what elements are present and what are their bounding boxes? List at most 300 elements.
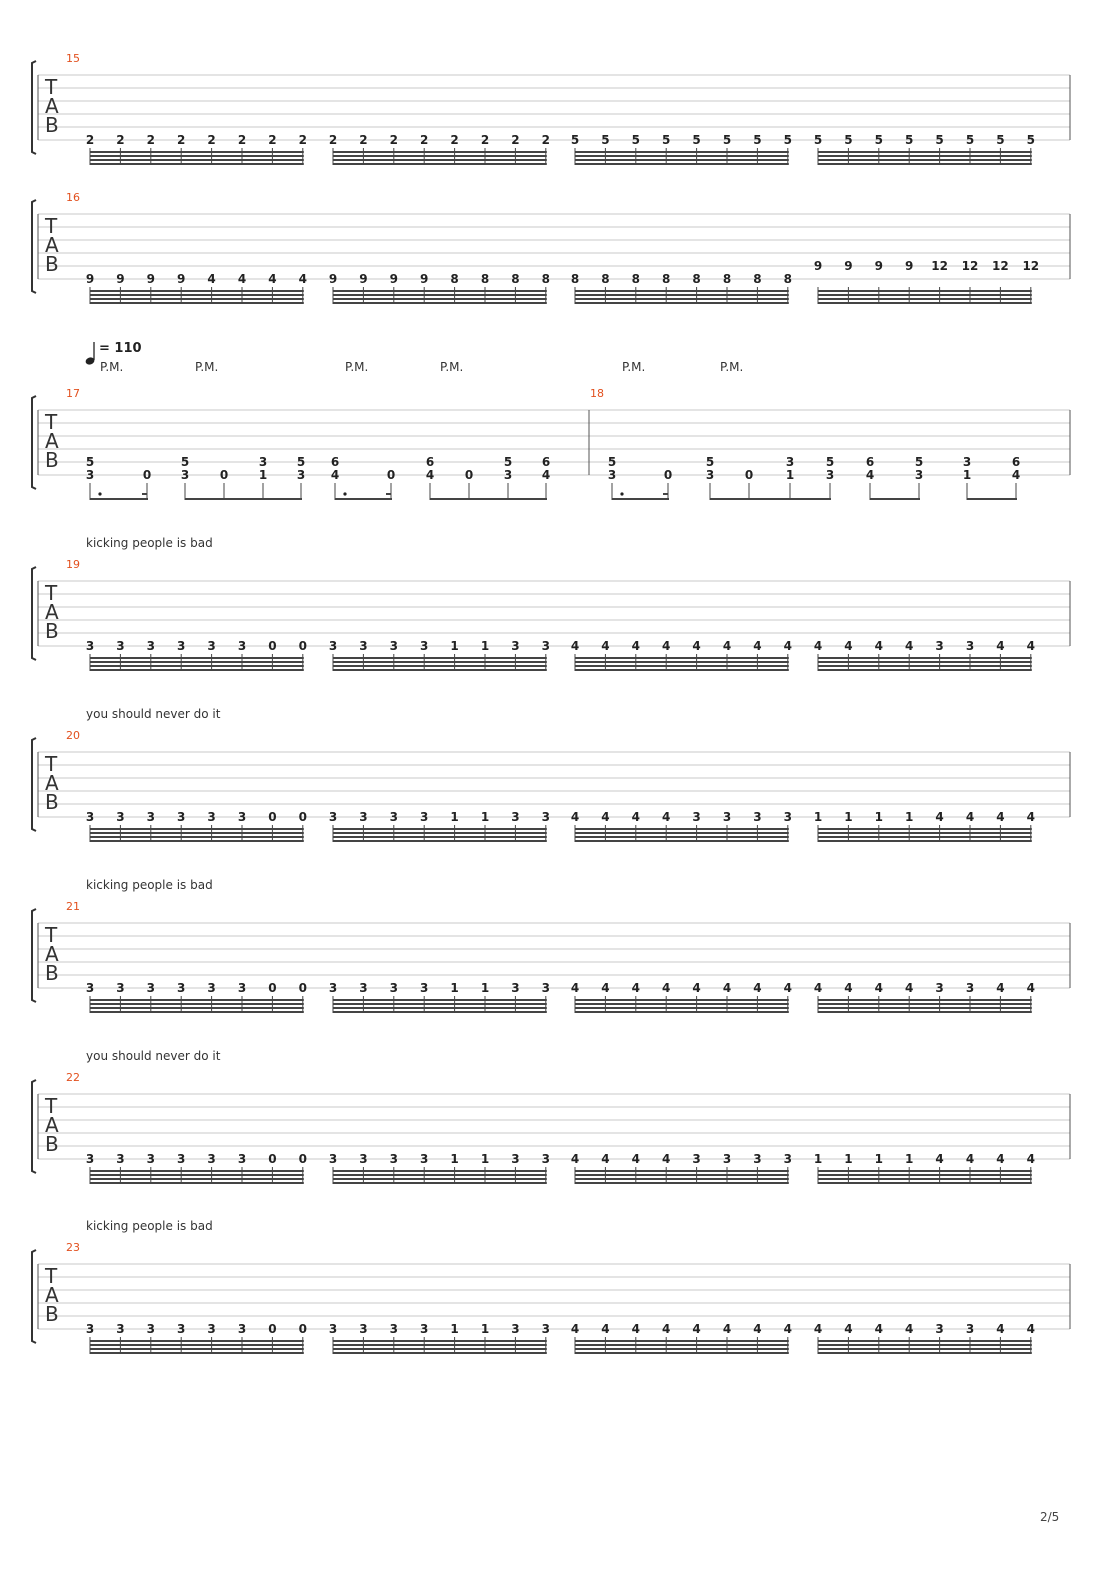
fret-number: 3 [722, 1152, 732, 1166]
tab-clef-letter: B [45, 790, 59, 814]
fret-number: 3 [962, 455, 972, 469]
fret-number: 3 [389, 810, 398, 824]
fret-number: 8 [753, 272, 762, 286]
fret-number: 0 [663, 468, 673, 482]
fret-number: 2 [541, 133, 550, 147]
beam [90, 1352, 304, 1354]
fret-number: 3 [296, 468, 306, 482]
tab-system [32, 341, 1070, 500]
fret-number: 4 [753, 639, 762, 653]
fret-number: 3 [935, 639, 944, 653]
lyric-line: kicking people is bad [86, 536, 213, 550]
fret-number: 3 [935, 981, 944, 995]
tab-clef-letter: A [45, 429, 59, 453]
fret-number: 3 [705, 468, 715, 482]
beam [90, 669, 304, 671]
beam [575, 1011, 789, 1013]
beam [90, 294, 304, 296]
fret-number: 4 [692, 1322, 701, 1336]
beam [575, 836, 789, 838]
fret-number: 9 [874, 259, 883, 273]
beam [90, 1174, 304, 1176]
fret-number: 1 [874, 1152, 883, 1166]
tab-clef-letter: A [45, 94, 59, 118]
beam [333, 665, 547, 667]
fret-number: 4 [541, 468, 551, 482]
fret-number: 3 [511, 981, 520, 995]
fret-number: 1 [480, 810, 490, 824]
tab-clef-letter: T [45, 1094, 58, 1118]
fret-number: 3 [420, 981, 429, 995]
fret-number: 4 [692, 981, 701, 995]
beam [575, 151, 789, 153]
fret-number: 3 [146, 981, 155, 995]
beam [333, 1340, 547, 1342]
measure-number: 16 [66, 191, 80, 204]
fret-number: 3 [935, 1322, 944, 1336]
fret-number: 4 [662, 1152, 671, 1166]
fret-number: 3 [177, 1322, 186, 1336]
tab-system [32, 191, 1070, 304]
beam [90, 1182, 304, 1184]
tab-clef-letter: B [45, 252, 59, 276]
fret-number: 4 [570, 1322, 580, 1336]
beam [333, 290, 547, 292]
system-bracket [32, 1250, 36, 1343]
fret-number: 4 [905, 1322, 914, 1336]
fret-number: 4 [662, 1322, 671, 1336]
tab-clef-letter: T [45, 1264, 58, 1288]
fret-number: 4 [207, 272, 216, 286]
fret-number: 4 [996, 981, 1005, 995]
beam [575, 1174, 789, 1176]
system-bracket [32, 1080, 36, 1173]
fret-number: 3 [85, 639, 95, 653]
fret-number: 12 [1022, 259, 1040, 273]
beam [818, 828, 1032, 830]
fret-number: 3 [116, 981, 125, 995]
beam [333, 1003, 547, 1005]
fret-number: 0 [298, 981, 307, 995]
fret-number: 4 [874, 639, 883, 653]
fret-number: 8 [692, 272, 701, 286]
beam [333, 828, 547, 830]
tab-clef-letter: B [45, 1302, 59, 1326]
fret-number: 3 [237, 810, 247, 824]
beam [575, 1170, 789, 1172]
lyric-line: you should never do it [86, 1049, 221, 1063]
fret-number: 8 [783, 272, 792, 286]
beam [333, 1348, 547, 1350]
fret-number: 3 [420, 810, 429, 824]
fret-number: 3 [116, 810, 125, 824]
fret-number: 4 [935, 810, 944, 824]
fret-number: 2 [207, 133, 216, 147]
tab-clef-letter: A [45, 600, 59, 624]
fret-number: 4 [905, 639, 914, 653]
palm-mute-label: P.M. [440, 360, 464, 374]
fret-number: 8 [631, 272, 640, 286]
fret-number: 5 [662, 133, 671, 147]
fret-number: 4 [631, 1322, 640, 1336]
fret-number: 1 [450, 1322, 459, 1336]
fret-number: 8 [722, 272, 732, 286]
fret-number: 3 [328, 1152, 338, 1166]
beam [575, 840, 789, 842]
fret-number: 12 [961, 259, 979, 273]
beam [575, 302, 789, 304]
fret-number: 4 [813, 639, 823, 653]
fret-number: 2 [480, 133, 490, 147]
fret-number: 4 [570, 981, 580, 995]
fret-number: 3 [965, 981, 975, 995]
fret-number: 3 [753, 1152, 762, 1166]
palm-mute-label: P.M. [100, 360, 124, 374]
fret-number: 5 [180, 455, 190, 469]
fret-number: 5 [874, 133, 883, 147]
fret-number: 2 [511, 133, 520, 147]
beam [333, 840, 547, 842]
beam [575, 1182, 789, 1184]
system-bracket [32, 909, 36, 1002]
beam [333, 832, 547, 834]
beam [333, 1011, 547, 1013]
fret-number: 3 [85, 468, 95, 482]
fret-number: 3 [146, 1322, 155, 1336]
beam [575, 159, 789, 161]
fret-number: 4 [631, 981, 640, 995]
fret-number: 1 [480, 1322, 490, 1336]
fret-number: 2 [359, 133, 368, 147]
beam [333, 661, 547, 663]
beam [90, 163, 304, 165]
fret-number: 12 [992, 259, 1009, 273]
tab-clef-letter: T [45, 923, 58, 947]
beam [90, 1344, 304, 1346]
palm-mute-label: P.M. [345, 360, 369, 374]
beam [90, 828, 304, 830]
beam-stub [142, 493, 147, 495]
fret-number: 1 [258, 468, 268, 482]
tab-clef-letter: A [45, 1113, 59, 1137]
fret-number: 4 [844, 639, 853, 653]
beam [333, 1170, 547, 1172]
beam [575, 661, 789, 663]
fret-number: 4 [662, 981, 671, 995]
fret-number: 4 [935, 1152, 944, 1166]
fret-number: 0 [268, 810, 277, 824]
fret-number: 3 [207, 1322, 216, 1336]
fret-number: 4 [601, 1152, 610, 1166]
fret-number: 0 [298, 1152, 307, 1166]
beam [90, 840, 304, 842]
fret-number: 3 [258, 455, 268, 469]
fret-number: 3 [753, 810, 762, 824]
tab-clef-letter: B [45, 1132, 59, 1156]
beam [575, 669, 789, 671]
fret-number: 5 [935, 133, 944, 147]
beam [333, 302, 547, 304]
fret-number: 2 [237, 133, 247, 147]
beam [333, 294, 547, 296]
fret-number: 3 [389, 1322, 398, 1336]
beam [818, 155, 1032, 157]
tab-system [32, 1049, 1070, 1184]
fret-number: 0 [298, 639, 307, 653]
tab-clef-letter: T [45, 410, 58, 434]
measure-number: 23 [66, 1241, 80, 1254]
palm-mute-label: P.M. [720, 360, 744, 374]
fret-number: 4 [631, 810, 640, 824]
beam [967, 498, 1017, 500]
fret-number: 5 [601, 133, 610, 147]
fret-number: 3 [180, 468, 190, 482]
fret-number: 6 [541, 455, 551, 469]
fret-number: 4 [601, 981, 610, 995]
fret-number: 4 [631, 639, 640, 653]
tab-clef-letter: A [45, 942, 59, 966]
fret-number: 1 [905, 1152, 914, 1166]
fret-number: 3 [359, 639, 368, 653]
beam [818, 163, 1032, 165]
beam [575, 1348, 789, 1350]
fret-number: 4 [570, 810, 580, 824]
fret-number: 3 [965, 1322, 975, 1336]
fret-number: 4 [425, 468, 435, 482]
fret-number: 3 [541, 981, 550, 995]
fret-number: 3 [692, 1152, 701, 1166]
system-bracket [32, 61, 36, 154]
beam [90, 661, 304, 663]
fret-number: 4 [662, 810, 671, 824]
tab-clef-letter: B [45, 448, 59, 472]
measure-number: 15 [66, 52, 80, 65]
beam [818, 832, 1032, 834]
fret-number: 9 [844, 259, 853, 273]
beam [818, 836, 1032, 838]
beam [818, 1182, 1032, 1184]
fret-number: 4 [722, 981, 732, 995]
fret-number: 3 [116, 1322, 125, 1336]
beam [575, 1340, 789, 1342]
beam [575, 290, 789, 292]
beam [90, 999, 304, 1001]
fret-number: 5 [783, 133, 792, 147]
fret-number: 4 [813, 1322, 823, 1336]
fret-number: 3 [177, 639, 186, 653]
fret-number: 3 [420, 1152, 429, 1166]
beam [818, 661, 1032, 663]
fret-number: 4 [905, 981, 914, 995]
fret-number: 3 [389, 981, 398, 995]
fret-number: 3 [85, 810, 95, 824]
fret-number: 3 [722, 810, 732, 824]
fret-number: 2 [177, 133, 186, 147]
fret-number: 3 [389, 639, 398, 653]
beam [818, 1178, 1032, 1180]
beam [333, 669, 547, 671]
tab-clef-letter: B [45, 961, 59, 985]
fret-number: 3 [116, 639, 125, 653]
beam [818, 290, 1032, 292]
tab-clef-letter: A [45, 771, 59, 795]
beam [818, 1003, 1032, 1005]
palm-mute-label: P.M. [195, 360, 219, 374]
fret-number: 0 [268, 981, 277, 995]
fret-number: 0 [298, 810, 307, 824]
lyric-line: you should never do it [86, 707, 221, 721]
beam [818, 151, 1032, 153]
fret-number: 3 [420, 639, 429, 653]
fret-number: 4 [996, 1152, 1005, 1166]
beam [575, 294, 789, 296]
beam [333, 999, 547, 1001]
beam [333, 657, 547, 659]
fret-number: 4 [692, 639, 701, 653]
fret-number: 4 [753, 1322, 762, 1336]
beam [430, 498, 547, 500]
beam [575, 999, 789, 1001]
measure-number: 19 [66, 558, 80, 571]
fret-number: 3 [783, 1152, 792, 1166]
beam [333, 836, 547, 838]
beam [333, 1352, 547, 1354]
fret-number: 6 [1011, 455, 1021, 469]
beam-stub [663, 493, 668, 495]
beam [575, 298, 789, 300]
fret-number: 1 [480, 639, 490, 653]
fret-number: 9 [116, 272, 125, 286]
beam [333, 151, 547, 153]
fret-number: 3 [237, 981, 247, 995]
beam [90, 1007, 304, 1009]
fret-number: 3 [85, 1152, 95, 1166]
fret-number: 3 [328, 639, 338, 653]
fret-number: 9 [146, 272, 155, 286]
fret-number: 4 [268, 272, 277, 286]
fret-number: 3 [146, 1152, 155, 1166]
fret-number: 3 [541, 1322, 550, 1336]
fret-number: 4 [996, 1322, 1005, 1336]
fret-number: 1 [905, 810, 914, 824]
fret-number: 4 [874, 1322, 883, 1336]
measure-number: 17 [66, 387, 80, 400]
beam [90, 657, 304, 659]
fret-number: 5 [905, 133, 914, 147]
fret-number: 3 [692, 810, 701, 824]
fret-number: 3 [541, 1152, 550, 1166]
fret-number: 2 [116, 133, 125, 147]
tab-system [32, 878, 1070, 1013]
beam [710, 498, 831, 500]
fret-number: 5 [753, 133, 762, 147]
beam [818, 665, 1032, 667]
fret-number: 4 [753, 981, 762, 995]
beam [90, 832, 304, 834]
beam [333, 155, 547, 157]
fret-number: 3 [511, 639, 520, 653]
fret-number: 3 [541, 810, 550, 824]
fret-number: 3 [359, 1152, 368, 1166]
beam [818, 999, 1032, 1001]
fret-number: 1 [813, 810, 823, 824]
lyric-line: kicking people is bad [86, 878, 213, 892]
fret-number: 3 [359, 810, 368, 824]
fret-number: 9 [420, 272, 429, 286]
measure-number: 20 [66, 729, 80, 742]
fret-number: 2 [420, 133, 429, 147]
beam [575, 832, 789, 834]
fret-number: 0 [464, 468, 474, 482]
fret-number: 3 [146, 810, 155, 824]
fret-number: 3 [85, 981, 95, 995]
fret-number: 5 [692, 133, 701, 147]
fret-number: 3 [541, 639, 550, 653]
beam [90, 155, 304, 157]
beam [90, 1003, 304, 1005]
beam [333, 1007, 547, 1009]
fret-number: 3 [914, 468, 924, 482]
fret-number: 9 [177, 272, 186, 286]
beam [818, 1170, 1032, 1172]
palm-mute-label: P.M. [622, 360, 646, 374]
tab-system [32, 707, 1070, 842]
fret-number: 3 [177, 810, 186, 824]
system-bracket [32, 396, 36, 489]
fret-number: 4 [722, 639, 732, 653]
fret-number: 1 [450, 1152, 459, 1166]
fret-number: 2 [146, 133, 155, 147]
fret-number: 3 [237, 1322, 247, 1336]
fret-number: 8 [570, 272, 580, 286]
beam [575, 828, 789, 830]
beam [90, 836, 304, 838]
beam [90, 665, 304, 667]
beam [612, 498, 669, 500]
fret-number: 3 [420, 1322, 429, 1336]
beam [575, 1003, 789, 1005]
fret-number: 8 [450, 272, 459, 286]
fret-number: 2 [328, 133, 338, 147]
beam [90, 302, 304, 304]
fret-number: 1 [450, 981, 459, 995]
fret-number: 6 [865, 455, 875, 469]
fret-number: 4 [1026, 981, 1035, 995]
system-bracket [32, 200, 36, 293]
fret-number: 4 [570, 639, 580, 653]
fret-number: 3 [328, 981, 338, 995]
fret-number: 3 [85, 1322, 95, 1336]
fret-number: 5 [631, 133, 640, 147]
beam-stub [386, 493, 391, 495]
fret-number: 4 [1026, 1152, 1035, 1166]
fret-number: 4 [601, 639, 610, 653]
fret-number: 0 [386, 468, 396, 482]
fret-number: 4 [783, 639, 792, 653]
fret-number: 4 [570, 1152, 580, 1166]
beam [818, 657, 1032, 659]
tab-clef-letter: T [45, 75, 58, 99]
beam [90, 1340, 304, 1342]
beam [575, 1352, 789, 1354]
tab-clef-letter: A [45, 1283, 59, 1307]
fret-number: 8 [511, 272, 520, 286]
fret-number: 4 [601, 1322, 610, 1336]
fret-number: 3 [825, 468, 835, 482]
beam [333, 1178, 547, 1180]
beam [575, 1007, 789, 1009]
beam [335, 498, 392, 500]
